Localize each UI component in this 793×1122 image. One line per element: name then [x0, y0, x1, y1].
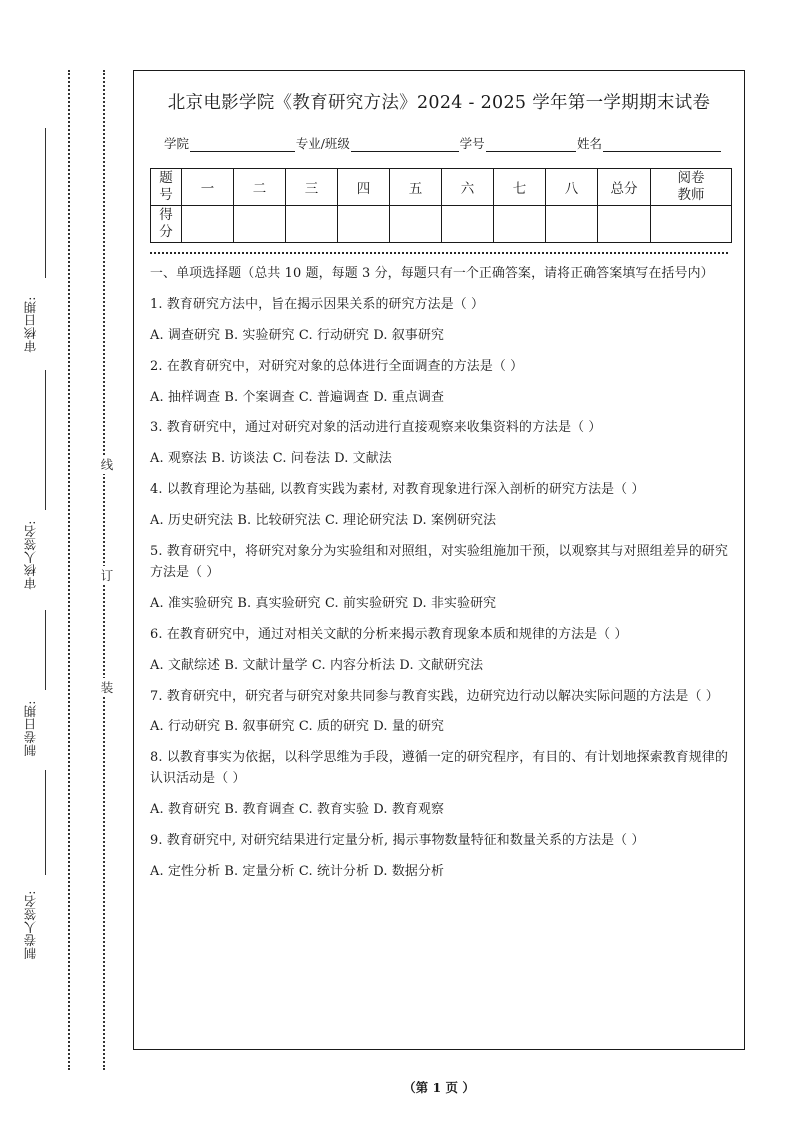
field-label-college: 学院 [164, 135, 190, 151]
col-header-2: 二 [234, 168, 286, 205]
seal-char-ding: 订 [96, 566, 112, 585]
margin-rule-3 [45, 610, 46, 690]
score-cell-grader[interactable] [651, 205, 732, 242]
stub-char-1: 题 [159, 170, 173, 186]
col-header-3: 三 [286, 168, 338, 205]
question-item-7 [150, 687, 728, 739]
question-item-3 [150, 418, 728, 470]
seal-char-zhuang: 装 [96, 678, 112, 697]
field-input-name[interactable] [603, 138, 721, 152]
student-info-fields [164, 134, 722, 152]
question-item-9 [150, 831, 728, 883]
margin-label-reviewer-signature: 审核人签名: [23, 520, 38, 590]
score-cell-4[interactable] [338, 205, 390, 242]
field-input-student-id[interactable] [486, 138, 576, 152]
stub-char-4: 分 [159, 223, 173, 240]
table-row-scores [151, 205, 732, 242]
score-cell-total[interactable] [598, 205, 651, 242]
score-cell-1[interactable] [182, 205, 234, 242]
question-item-1 [150, 295, 728, 347]
score-cell-8[interactable] [546, 205, 598, 242]
field-input-college[interactable] [190, 138, 295, 152]
col-header-6: 六 [442, 168, 494, 205]
col-header-8: 八 [546, 168, 598, 205]
question-list [150, 264, 728, 883]
score-cell-3[interactable] [286, 205, 338, 242]
grader-label-line1: 阅卷 [677, 170, 705, 186]
question-stem: 5. 教育研究中，将研究对象分为实验组和对照组，对实验组施加干预，以观察其与对照组差异的研究方法是（ ） [150, 544, 728, 580]
score-cell-2[interactable] [234, 205, 286, 242]
col-header-7: 七 [494, 168, 546, 205]
question-stem: 9. 教育研究中, 对研究结果进行定量分析, 揭示事物数量特征和数量关系的方法是（ ） [150, 833, 645, 849]
question-options: A. 教育研究 B. 教育调查 C. 教育实验 D. 教育观察 [150, 802, 445, 818]
binding-margin [0, 0, 130, 1122]
section-heading-multiple-choice: 一、单项选择题（总共 10 题，每题 3 分，每题只有一个正确答案，请将正确答案填写在括号内） [150, 265, 714, 281]
margin-rule-4 [45, 770, 46, 875]
col-header-grader [651, 168, 732, 205]
question-stem: 6. 在教育研究中，通过对相关文献的分析来揭示教育现象本质和规律的方法是（ ） [150, 626, 628, 642]
page-number-footer: （第 1 页 ） [403, 1080, 475, 1095]
stub-char-3: 得 [159, 207, 173, 223]
margin-label-produce-date: 制卷日期: [23, 700, 38, 757]
margin-rule-1 [45, 128, 46, 278]
question-item-8 [150, 748, 728, 821]
row-header-question-number [151, 168, 182, 205]
question-stem: 8. 以教育事实为依据，以科学思维为手段，遵循一定的研究程序，有目的、有计划地探索教育规律的认识活动是（ ） [150, 750, 728, 787]
question-options: A. 观察法 B. 访谈法 C. 问卷法 D. 文献法 [150, 451, 392, 467]
score-cell-6[interactable] [442, 205, 494, 242]
question-item-4 [150, 480, 728, 532]
score-cell-7[interactable] [494, 205, 546, 242]
col-header-5: 五 [390, 168, 442, 205]
page-title: 北京电影学院《教育研究方法》2024 - 2025 学年第一学期期末试卷 [167, 93, 711, 113]
question-options: A. 定性分析 B. 定量分析 C. 统计分析 D. 数据分析 [150, 864, 445, 879]
field-label-major-class: 专业/班级 [295, 135, 350, 151]
question-item-6 [150, 625, 728, 677]
margin-label-review-date: 审核日期: [23, 296, 38, 353]
binding-dotted-line-outer [68, 70, 70, 1070]
question-options: A. 行动研究 B. 叙事研究 C. 质的研究 D. 量的研究 [150, 719, 445, 735]
field-label-student-id: 学号 [459, 135, 485, 151]
seal-char-line: 线 [96, 455, 112, 474]
question-stem: 3. 教育研究中，通过对研究对象的活动进行直接观察来收集资料的方法是（ ） [150, 420, 602, 436]
table-row-question-numbers [151, 168, 732, 205]
question-stem: 2. 在教育研究中，对研究对象的总体进行全面调查的方法是（ ） [150, 358, 524, 374]
stub-char-2: 号 [159, 186, 173, 203]
row-header-score [151, 205, 182, 242]
question-item-5 [150, 542, 728, 615]
grader-label-line2: 教师 [677, 186, 705, 203]
margin-label-producer-signature: 制卷人签名: [23, 890, 38, 960]
question-options: A. 历史研究法 B. 比较研究法 C. 理论研究法 D. 案例研究法 [150, 513, 497, 529]
col-header-total: 总分 [598, 168, 651, 205]
question-stem: 4. 以教育理论为基础, 以教育实践为素材, 对教育现象进行深入剖析的研究方法是（ ） [150, 482, 645, 498]
score-summary-table [150, 168, 732, 243]
score-cell-5[interactable] [390, 205, 442, 242]
col-header-4: 四 [338, 168, 390, 205]
question-item-2 [150, 357, 728, 409]
field-input-major-class[interactable] [351, 138, 459, 152]
section-divider [150, 252, 728, 254]
question-options: A. 抽样调查 B. 个案调查 C. 普遍调查 D. 重点调查 [150, 389, 445, 405]
question-options: A. 文献综述 B. 文献计量学 C. 内容分析法 D. 文献研究法 [150, 657, 484, 673]
col-header-1: 一 [182, 168, 234, 205]
field-label-name: 姓名 [576, 135, 602, 151]
question-options: A. 准实验研究 B. 真实验研究 C. 前实验研究 D. 非实验研究 [150, 595, 497, 611]
question-options: A. 调查研究 B. 实验研究 C. 行动研究 D. 叙事研究 [150, 327, 445, 343]
question-stem: 7. 教育研究中，研究者与研究对象共同参与教育实践，边研究边行动以解决实际问题的方法是（ ） [150, 688, 719, 704]
margin-rule-2 [45, 370, 46, 510]
question-stem: 1. 教育研究方法中，旨在揭示因果关系的研究方法是（ ） [150, 296, 485, 312]
exam-sheet [133, 70, 745, 1050]
